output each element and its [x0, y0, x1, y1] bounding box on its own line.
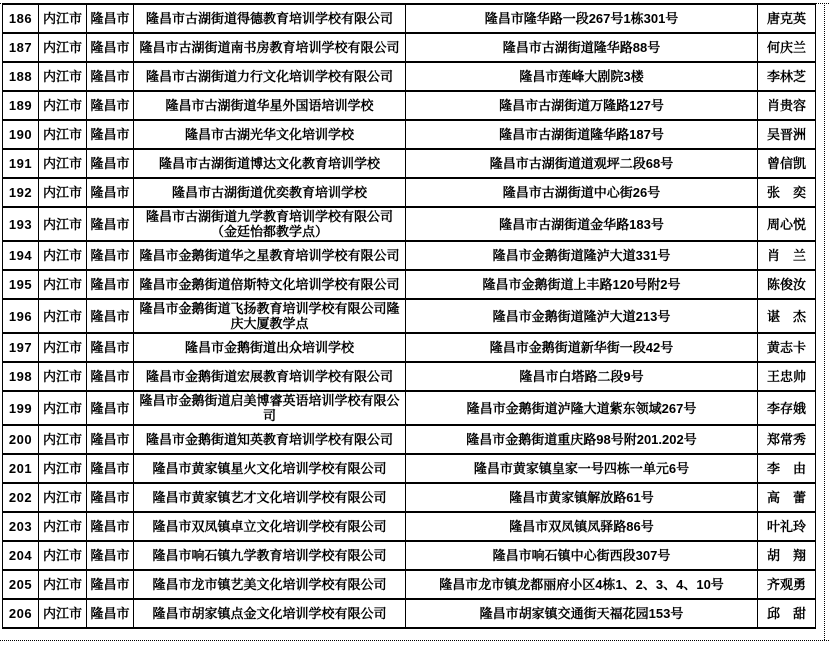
table-row	[3, 512, 816, 541]
address-cell: 隆昌市金鹅街道重庆路98号附201.202号	[406, 425, 758, 454]
table-row	[3, 207, 816, 241]
city-cell: 内江市	[39, 4, 87, 33]
school-name-cell: 隆昌市古湖街道九学教育培训学校有限公司（金廷怡都教学点）	[134, 207, 406, 241]
county-cell: 隆昌市	[87, 454, 134, 483]
table-row	[3, 178, 816, 207]
contact-name-cell: 胡 翔	[758, 541, 816, 570]
address-cell: 隆昌市古湖街道中心街26号	[406, 178, 758, 207]
school-name-cell: 隆昌市古湖街道优奕教育培训学校	[134, 178, 406, 207]
address-cell: 隆昌市双凤镇凤驿路86号	[406, 512, 758, 541]
table-row	[3, 391, 816, 425]
serial-number-cell: 205	[3, 570, 39, 599]
county-cell: 隆昌市	[87, 4, 134, 33]
address-cell: 隆昌市隆华路一段267号1栋301号	[406, 4, 758, 33]
school-name-cell: 隆昌市古湖街道华星外国语培训学校	[134, 91, 406, 120]
city-cell: 内江市	[39, 541, 87, 570]
city-cell: 内江市	[39, 391, 87, 425]
serial-number-cell: 186	[3, 4, 39, 33]
county-cell: 隆昌市	[87, 270, 134, 299]
county-cell: 隆昌市	[87, 149, 134, 178]
serial-number-cell: 192	[3, 178, 39, 207]
county-cell: 隆昌市	[87, 570, 134, 599]
school-name-cell: 隆昌市古湖街道博达文化教育培训学校	[134, 149, 406, 178]
contact-name-cell: 郑常秀	[758, 425, 816, 454]
serial-number-cell: 198	[3, 362, 39, 391]
address-cell: 隆昌市古湖街道道观坪二段68号	[406, 149, 758, 178]
table-row	[3, 120, 816, 149]
school-name-cell: 隆昌市金鹅街道宏展教育培训学校有限公司	[134, 362, 406, 391]
contact-name-cell: 肖 兰	[758, 241, 816, 270]
county-cell: 隆昌市	[87, 33, 134, 62]
serial-number-cell: 194	[3, 241, 39, 270]
table-row	[3, 362, 816, 391]
contact-name-cell: 叶礼玲	[758, 512, 816, 541]
city-cell: 内江市	[39, 91, 87, 120]
table-row	[3, 149, 816, 178]
table-row	[3, 62, 816, 91]
city-cell: 内江市	[39, 483, 87, 512]
address-cell: 隆昌市龙市镇龙都丽府小区4栋1、2、3、4、10号	[406, 570, 758, 599]
table-row	[3, 33, 816, 62]
school-name-cell: 隆昌市金鹅街道启美博睿英语培训学校有限公司	[134, 391, 406, 425]
table-row	[3, 91, 816, 120]
contact-name-cell: 王忠帅	[758, 362, 816, 391]
address-cell: 隆昌市金鹅街道上丰路120号附2号	[406, 270, 758, 299]
address-cell: 隆昌市莲峰大剧院3楼	[406, 62, 758, 91]
contact-name-cell: 曾信凯	[758, 149, 816, 178]
city-cell: 内江市	[39, 241, 87, 270]
contact-name-cell: 李存娥	[758, 391, 816, 425]
city-cell: 内江市	[39, 178, 87, 207]
table-row	[3, 270, 816, 299]
school-name-cell: 隆昌市黄家镇星火文化培训学校有限公司	[134, 454, 406, 483]
page-break-line-right	[824, 3, 825, 640]
contact-name-cell: 邱 甜	[758, 599, 816, 628]
serial-number-cell: 200	[3, 425, 39, 454]
table-row	[3, 454, 816, 483]
school-name-cell: 隆昌市黄家镇艺才文化培训学校有限公司	[134, 483, 406, 512]
school-name-cell: 隆昌市金鹅街道出众培训学校	[134, 333, 406, 362]
contact-name-cell: 谌 杰	[758, 299, 816, 333]
school-name-cell: 隆昌市胡家镇点金文化培训学校有限公司	[134, 599, 406, 628]
address-cell: 隆昌市黄家镇解放路61号	[406, 483, 758, 512]
address-cell: 隆昌市胡家镇交通街天福花园153号	[406, 599, 758, 628]
contact-name-cell: 齐观勇	[758, 570, 816, 599]
city-cell: 内江市	[39, 362, 87, 391]
contact-name-cell: 李 由	[758, 454, 816, 483]
school-name-cell: 隆昌市金鹅街道华之星教育培训学校有限公司	[134, 241, 406, 270]
table-row	[3, 333, 816, 362]
address-cell: 隆昌市金鹅街道泸隆大道紫东领域267号	[406, 391, 758, 425]
county-cell: 隆昌市	[87, 207, 134, 241]
address-cell: 隆昌市金鹅街道新华街一段42号	[406, 333, 758, 362]
county-cell: 隆昌市	[87, 120, 134, 149]
county-cell: 隆昌市	[87, 178, 134, 207]
table-row	[3, 483, 816, 512]
address-cell: 隆昌市古湖街道金华路183号	[406, 207, 758, 241]
serial-number-cell: 197	[3, 333, 39, 362]
city-cell: 内江市	[39, 207, 87, 241]
address-cell: 隆昌市古湖街道万隆路127号	[406, 91, 758, 120]
table-row	[3, 570, 816, 599]
serial-number-cell: 201	[3, 454, 39, 483]
contact-name-cell: 张 奕	[758, 178, 816, 207]
school-name-cell: 隆昌市双凤镇卓立文化培训学校有限公司	[134, 512, 406, 541]
school-name-cell: 隆昌市金鹅街道飞扬教育培训学校有限公司隆庆大厦教学点	[134, 299, 406, 333]
city-cell: 内江市	[39, 270, 87, 299]
table-row	[3, 425, 816, 454]
school-name-cell: 隆昌市古湖光华文化培训学校	[134, 120, 406, 149]
city-cell: 内江市	[39, 333, 87, 362]
address-cell: 隆昌市白塔路二段9号	[406, 362, 758, 391]
contact-name-cell: 肖贵容	[758, 91, 816, 120]
address-cell: 隆昌市金鹅街道隆泸大道331号	[406, 241, 758, 270]
city-cell: 内江市	[39, 62, 87, 91]
contact-name-cell: 高 蕾	[758, 483, 816, 512]
contact-name-cell: 唐克英	[758, 4, 816, 33]
contact-name-cell: 吴晋洲	[758, 120, 816, 149]
city-cell: 内江市	[39, 454, 87, 483]
serial-number-cell: 189	[3, 91, 39, 120]
city-cell: 内江市	[39, 120, 87, 149]
table-row	[3, 4, 816, 33]
table-row	[3, 541, 816, 570]
school-name-cell: 隆昌市金鹅街道知英教育培训学校有限公司	[134, 425, 406, 454]
school-name-cell: 隆昌市龙市镇艺美文化培训学校有限公司	[134, 570, 406, 599]
contact-name-cell: 何庆兰	[758, 33, 816, 62]
county-cell: 隆昌市	[87, 362, 134, 391]
county-cell: 隆昌市	[87, 512, 134, 541]
serial-number-cell: 193	[3, 207, 39, 241]
address-cell: 隆昌市响石镇中心街西段307号	[406, 541, 758, 570]
table-row	[3, 599, 816, 628]
city-cell: 内江市	[39, 570, 87, 599]
county-cell: 隆昌市	[87, 62, 134, 91]
school-name-cell: 隆昌市响石镇九学教育培训学校有限公司	[134, 541, 406, 570]
serial-number-cell: 196	[3, 299, 39, 333]
contact-name-cell: 黄志卡	[758, 333, 816, 362]
county-cell: 隆昌市	[87, 391, 134, 425]
serial-number-cell: 204	[3, 541, 39, 570]
school-name-cell: 隆昌市古湖街道南书房教育培训学校有限公司	[134, 33, 406, 62]
page-break-line-bottom	[0, 640, 829, 641]
contact-name-cell: 周心悦	[758, 207, 816, 241]
school-name-cell: 隆昌市古湖街道得德教育培训学校有限公司	[134, 4, 406, 33]
address-cell: 隆昌市古湖街道隆华路88号	[406, 33, 758, 62]
serial-number-cell: 188	[3, 62, 39, 91]
schools-table-body	[3, 4, 816, 628]
county-cell: 隆昌市	[87, 333, 134, 362]
serial-number-cell: 199	[3, 391, 39, 425]
county-cell: 隆昌市	[87, 541, 134, 570]
city-cell: 内江市	[39, 599, 87, 628]
training-schools-table	[2, 3, 816, 629]
serial-number-cell: 191	[3, 149, 39, 178]
county-cell: 隆昌市	[87, 299, 134, 333]
city-cell: 内江市	[39, 425, 87, 454]
serial-number-cell: 187	[3, 33, 39, 62]
serial-number-cell: 190	[3, 120, 39, 149]
school-name-cell: 隆昌市金鹅街道倍斯特文化培训学校有限公司	[134, 270, 406, 299]
contact-name-cell: 李林芝	[758, 62, 816, 91]
serial-number-cell: 202	[3, 483, 39, 512]
city-cell: 内江市	[39, 512, 87, 541]
county-cell: 隆昌市	[87, 483, 134, 512]
serial-number-cell: 203	[3, 512, 39, 541]
school-name-cell: 隆昌市古湖街道力行文化培训学校有限公司	[134, 62, 406, 91]
table-row	[3, 241, 816, 270]
city-cell: 内江市	[39, 33, 87, 62]
county-cell: 隆昌市	[87, 425, 134, 454]
city-cell: 内江市	[39, 149, 87, 178]
county-cell: 隆昌市	[87, 241, 134, 270]
serial-number-cell: 195	[3, 270, 39, 299]
city-cell: 内江市	[39, 299, 87, 333]
address-cell: 隆昌市古湖街道隆华路187号	[406, 120, 758, 149]
table-row	[3, 299, 816, 333]
serial-number-cell: 206	[3, 599, 39, 628]
county-cell: 隆昌市	[87, 91, 134, 120]
county-cell: 隆昌市	[87, 599, 134, 628]
address-cell: 隆昌市金鹅街道隆泸大道213号	[406, 299, 758, 333]
contact-name-cell: 陈俊汝	[758, 270, 816, 299]
address-cell: 隆昌市黄家镇皇家一号四栋一单元6号	[406, 454, 758, 483]
